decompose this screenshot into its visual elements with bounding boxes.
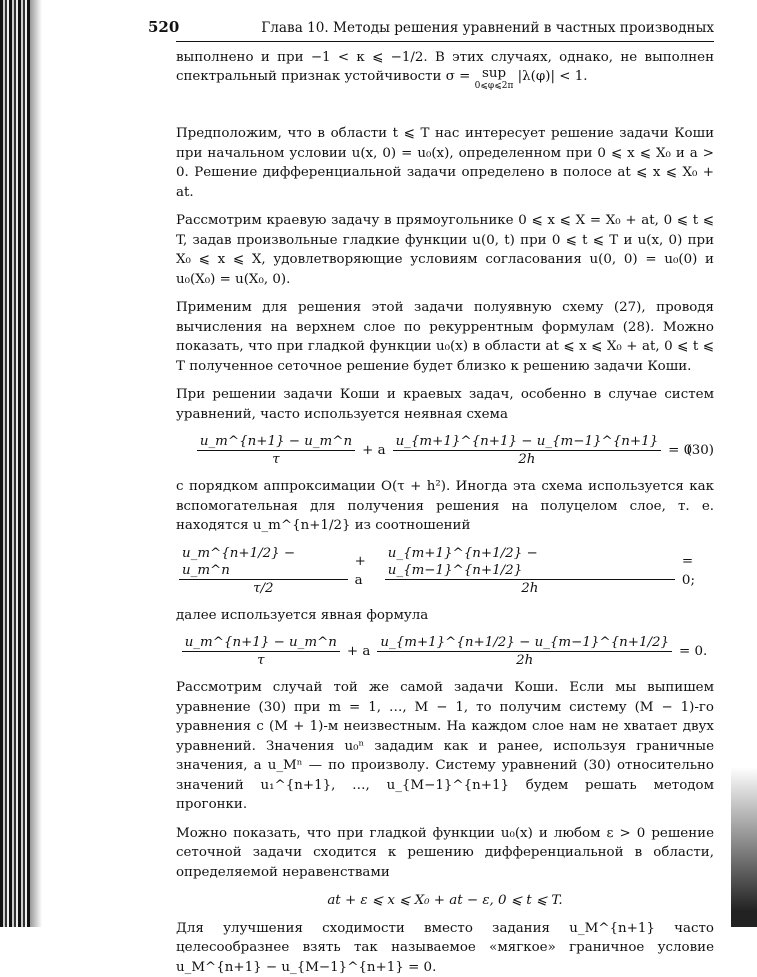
inequalities-text: at + ε ⩽ x ⩽ X₀ + at − ε, 0 ⩽ t ⩽ T.: [327, 891, 562, 911]
sup-label: sup: [482, 67, 506, 80]
equation-half-step: [176, 545, 714, 598]
eqA-fraction-1: [179, 545, 348, 598]
eqA-fraction-2: [385, 545, 675, 598]
eqA-coefficient: + a: [355, 552, 378, 591]
eqB-rhs: = 0.: [679, 642, 707, 662]
book-binding-shadow: [0, 0, 30, 927]
scan-corner-shadow: [731, 767, 757, 927]
eqA-denominator-1: τ/2: [253, 580, 273, 598]
paragraph-approximation-order: с порядком аппроксимации O(τ + h²). Иногда эта схема используется как вспомогательная для получения решения на полуцелом слое, т. е. находятся u_m^{n+1/2} из соотношений: [176, 477, 714, 536]
equation-explicit: [176, 634, 714, 670]
eq30-numerator-2: u_{m+1}^{n+1} − u_{m−1}^{n+1}: [393, 433, 662, 451]
eq30-denominator-1: τ: [272, 451, 279, 469]
eq30-fraction-1: [197, 433, 355, 469]
equation-number-30: (30): [687, 441, 715, 461]
sup-operator: [475, 67, 514, 93]
eqB-denominator-2: 2h: [516, 652, 533, 670]
book-page: [176, 18, 714, 977]
eqB-fraction-1: [182, 634, 340, 670]
paragraph-gap: [176, 102, 714, 124]
eq30-numerator-1: u_m^{n+1} − u_m^n: [197, 433, 355, 451]
paragraph-stability-part-b: |λ(φ)| < 1.: [513, 69, 587, 84]
page-number: 520: [148, 18, 179, 38]
running-header: [176, 18, 714, 42]
paragraph-explicit-formula: далее используется явная формула: [176, 606, 714, 626]
paragraph-implicit-scheme-intro: При решении задачи Коши и краевых задач, особенно в случае систем уравнений, часто используется неявная схема: [176, 385, 714, 424]
paragraph-semi-explicit-scheme: Применим для решения этой задачи полуявную схему (27), проводя вычисления на верхнем слое по рекуррентным формулам (28). Можно показать, что при гладкой функции u₀(x) в области at ⩽ x ⩽ X₀ + at, 0 ⩽ t ⩽ T полученное сеточное решение будет близко к решению задачи Коши.: [176, 298, 714, 376]
eqA-rhs: = 0;: [682, 552, 710, 591]
paragraph-boundary-problem: Рассмотрим краевую задачу в прямоугольнике 0 ⩽ x ⩽ X = X₀ + at, 0 ⩽ t ⩽ T, задав произвольные гладкие функции u(0, t) при 0 ⩽ t ⩽ T и u(x, 0) при X₀ ⩽ x ⩽ X, удовлетворяющие условиям согласования u(0, 0) = u₀(0) и u₀(X₀) = u(X₀, 0).: [176, 211, 714, 289]
eq30-fraction-2: [393, 433, 662, 469]
paragraph-stability: [176, 48, 714, 94]
paragraph-stability-part-a: выполнено и при −1 < κ ⩽ −1/2. В этих случаях, однако, не выполнен спектральный признак устойчивости σ =: [176, 50, 714, 85]
eqA-numerator-1: u_m^{n+1/2} − u_m^n: [179, 545, 348, 580]
paragraph-cauchy-problem: Предположим, что в области t ⩽ T нас интересует решение задачи Коши при начальном условии u(x, 0) = u₀(x), определенном при 0 ⩽ x ⩽ X₀ и a > 0. Решение дифференциальной задачи определено в полосе at ⩽ x ⩽ X₀ + at.: [176, 124, 714, 202]
eqB-fraction-2: [377, 634, 672, 670]
equation-inequalities: [176, 891, 714, 911]
paragraph-soft-boundary: Для улучшения сходимости вместо задания u_M^{n+1} часто целесообразнее взять так называемое «мягкое» граничное условие u_M^{n+1} − u_{M−1}^{n+1} = 0.: [176, 919, 714, 977]
eqA-numerator-2: u_{m+1}^{n+1/2} − u_{m−1}^{n+1/2}: [385, 545, 675, 580]
sup-range: 0⩽φ⩽2π: [475, 80, 514, 93]
eqB-coefficient: + a: [347, 642, 370, 662]
chapter-title: Глава 10. Методы решения уравнений в частных производных: [261, 19, 714, 39]
eqB-denominator-1: τ: [257, 652, 264, 670]
eqB-numerator-1: u_m^{n+1} − u_m^n: [182, 634, 340, 652]
eqB-numerator-2: u_{m+1}^{n+1/2} − u_{m−1}^{n+1/2}: [377, 634, 672, 652]
eqA-denominator-2: 2h: [521, 580, 538, 598]
paragraph-system-equations: Рассмотрим случай той же самой задачи Коши. Если мы выпишем уравнение (30) при m = 1, …, M − 1, то получим систему (M − 1)-го уравнения с (M + 1)-м неизвестным. На каждом слое нам не хватает двух уравнений. Значения u₀ⁿ зададим как и ранее, используя граничные значения, а u_Mⁿ — по произволу. Систему уравнений (30) относительно значений u₁^{n+1}, …, u_{M−1}^{n+1} будем решать методом прогонки.: [176, 678, 714, 815]
equation-30: [176, 433, 714, 469]
eq30-coefficient: + a: [362, 441, 385, 461]
paragraph-convergence: Можно показать, что при гладкой функции u₀(x) и любом ε > 0 решение сеточной задачи сходится к решению дифференциальной в области, определяемой неравенствами: [176, 824, 714, 883]
eq30-denominator-2: 2h: [518, 451, 535, 469]
book-gutter-shadow: [30, 0, 42, 927]
eq30-rhs: = 0: [668, 441, 692, 461]
